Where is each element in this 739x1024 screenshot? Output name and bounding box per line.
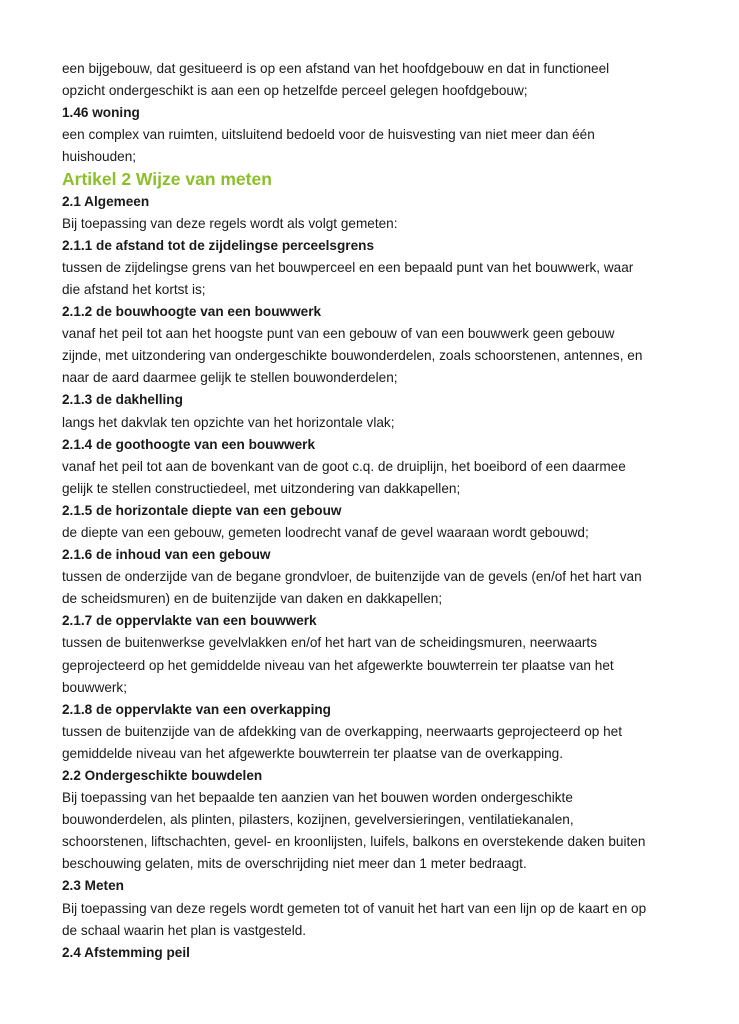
paragraph-line: schoorstenen, liftschachten, gevel- en kroonlijsten, luifels, balkons en overstekende daken buiten [62, 834, 646, 850]
paragraph-line: een complex van ruimten, uitsluitend bedoeld voor de huisvesting van niet meer dan één [62, 127, 595, 143]
paragraph-line: tussen de buitenwerkse gevelvlakken en/of het hart van de scheidingsmuren, neerwaarts [62, 635, 598, 651]
section-heading: 2.1.8 de oppervlakte van een overkapping [62, 701, 331, 717]
section-heading: 2.1.7 de oppervlakte van een bouwwerk [62, 613, 317, 629]
paragraph [62, 213, 662, 235]
paragraph-line: de scheidsmuren) en de buitenzijde van daken en dakkapellen; [62, 591, 443, 607]
paragraph-line: die afstand het kortst is; [62, 281, 206, 297]
paragraph-line: bouwwerk; [62, 679, 127, 695]
section-heading: 2.1.1 de afstand tot de zijdelingse perceelsgrens [62, 237, 375, 253]
paragraph-line: gelijk te stellen constructiedeel, met uitzondering van dakkapellen; [62, 480, 461, 496]
paragraph [62, 323, 662, 389]
paragraph-line: tussen de onderzijde van de begane grondvloer, de buitenzijde van de gevels (en/of het hart van [62, 569, 642, 585]
paragraph [62, 456, 662, 500]
paragraph [62, 412, 662, 434]
paragraph-line: beschouwing gelaten, mits de overschrijding niet meer dan 1 meter bedraagt. [62, 856, 527, 872]
section-heading: 2.1.5 de horizontale diepte van een gebouw [62, 502, 342, 518]
paragraph [62, 721, 662, 765]
paragraph-line: huishouden; [62, 149, 137, 165]
paragraph [62, 632, 662, 698]
paragraph-line: tussen de zijdelingse grens van het bouwperceel en een bepaald punt van het bouwwerk, waar [62, 259, 634, 275]
paragraph-line: de diepte van een gebouw, gemeten loodrecht vanaf de gevel waaraan wordt gebouwd; [62, 524, 589, 540]
paragraph-line: vanaf het peil tot aan het hoogste punt van een gebouw of van een bouwwerk geen gebouw [62, 326, 615, 342]
section-heading: 2.1.2 de bouwhoogte van een bouwwerk [62, 304, 322, 320]
paragraph-line: langs het dakvlak ten opzichte van het horizontale vlak; [62, 414, 395, 430]
paragraph-line: opzicht ondergeschikt is aan een op hetzelfde perceel gelegen hoofdgebouw; [62, 83, 528, 99]
paragraph-line: tussen de buitenzijde van de afdekking van de overkapping, neerwaarts geprojecteerd op het [62, 723, 622, 739]
paragraph-line: een bijgebouw, dat gesitueerd is op een afstand van het hoofdgebouw en dat in functioneel [62, 61, 610, 76]
paragraph-line: vanaf het peil tot aan de bovenkant van de goot c.q. de druiplijn, het boeibord of een daarmee [62, 458, 626, 474]
paragraph-line: geprojecteerd op het gemiddelde niveau van het afgewerkte bouwterrein ter plaatse van het [62, 657, 614, 673]
paragraph [62, 58, 662, 102]
paragraph-line: de schaal waarin het plan is vastgesteld. [62, 922, 307, 938]
paragraph [62, 566, 662, 610]
paragraph-line: gemiddelde niveau van het afgewerkte bouwterrein ter plaatse van de overkapping. [62, 745, 564, 761]
section-heading: 2.1.4 de goothoogte van een bouwwerk [62, 436, 316, 452]
paragraph-line: Bij toepassing van het bepaalde ten aanzien van het bouwen worden ondergeschikte [62, 790, 573, 806]
section-heading: 2.2 Ondergeschikte bouwdelen [62, 768, 263, 783]
paragraph-line: Bij toepassing van deze regels wordt gemeten tot of vanuit het hart van een lijn op de kaart en op [62, 900, 647, 916]
section-heading: 2.3 Meten [62, 878, 124, 894]
paragraph-line: naar de aard daarmee gelijk te stellen bouwonderdelen; [62, 370, 398, 386]
paragraph-line: zijnde, met uitzondering van ondergeschikte bouwonderdelen, zoals schoorstenen, antennes, en [62, 348, 643, 364]
section-heading: 2.4 Afstemming peil [62, 944, 190, 960]
paragraph-line: bouwonderdelen, als plinten, pilasters, kozijnen, gevelversieringen, ventilatiekanalen, [62, 812, 574, 828]
paragraph-line: Bij toepassing van deze regels wordt als volgt gemeten: [62, 215, 398, 231]
section-heading: 2.1.3 de dakhelling [62, 392, 183, 408]
paragraph [62, 787, 662, 875]
document-page [62, 58, 662, 964]
article-heading: Artikel 2 Wijze van meten [62, 169, 272, 190]
paragraph [62, 522, 662, 544]
paragraph [62, 124, 662, 168]
section-heading: 1.46 woning [62, 105, 140, 121]
section-heading: 2.1 Algemeen [62, 193, 150, 209]
section-heading: 2.1.6 de inhoud van een gebouw [62, 547, 271, 563]
paragraph [62, 898, 662, 942]
paragraph [62, 257, 662, 301]
